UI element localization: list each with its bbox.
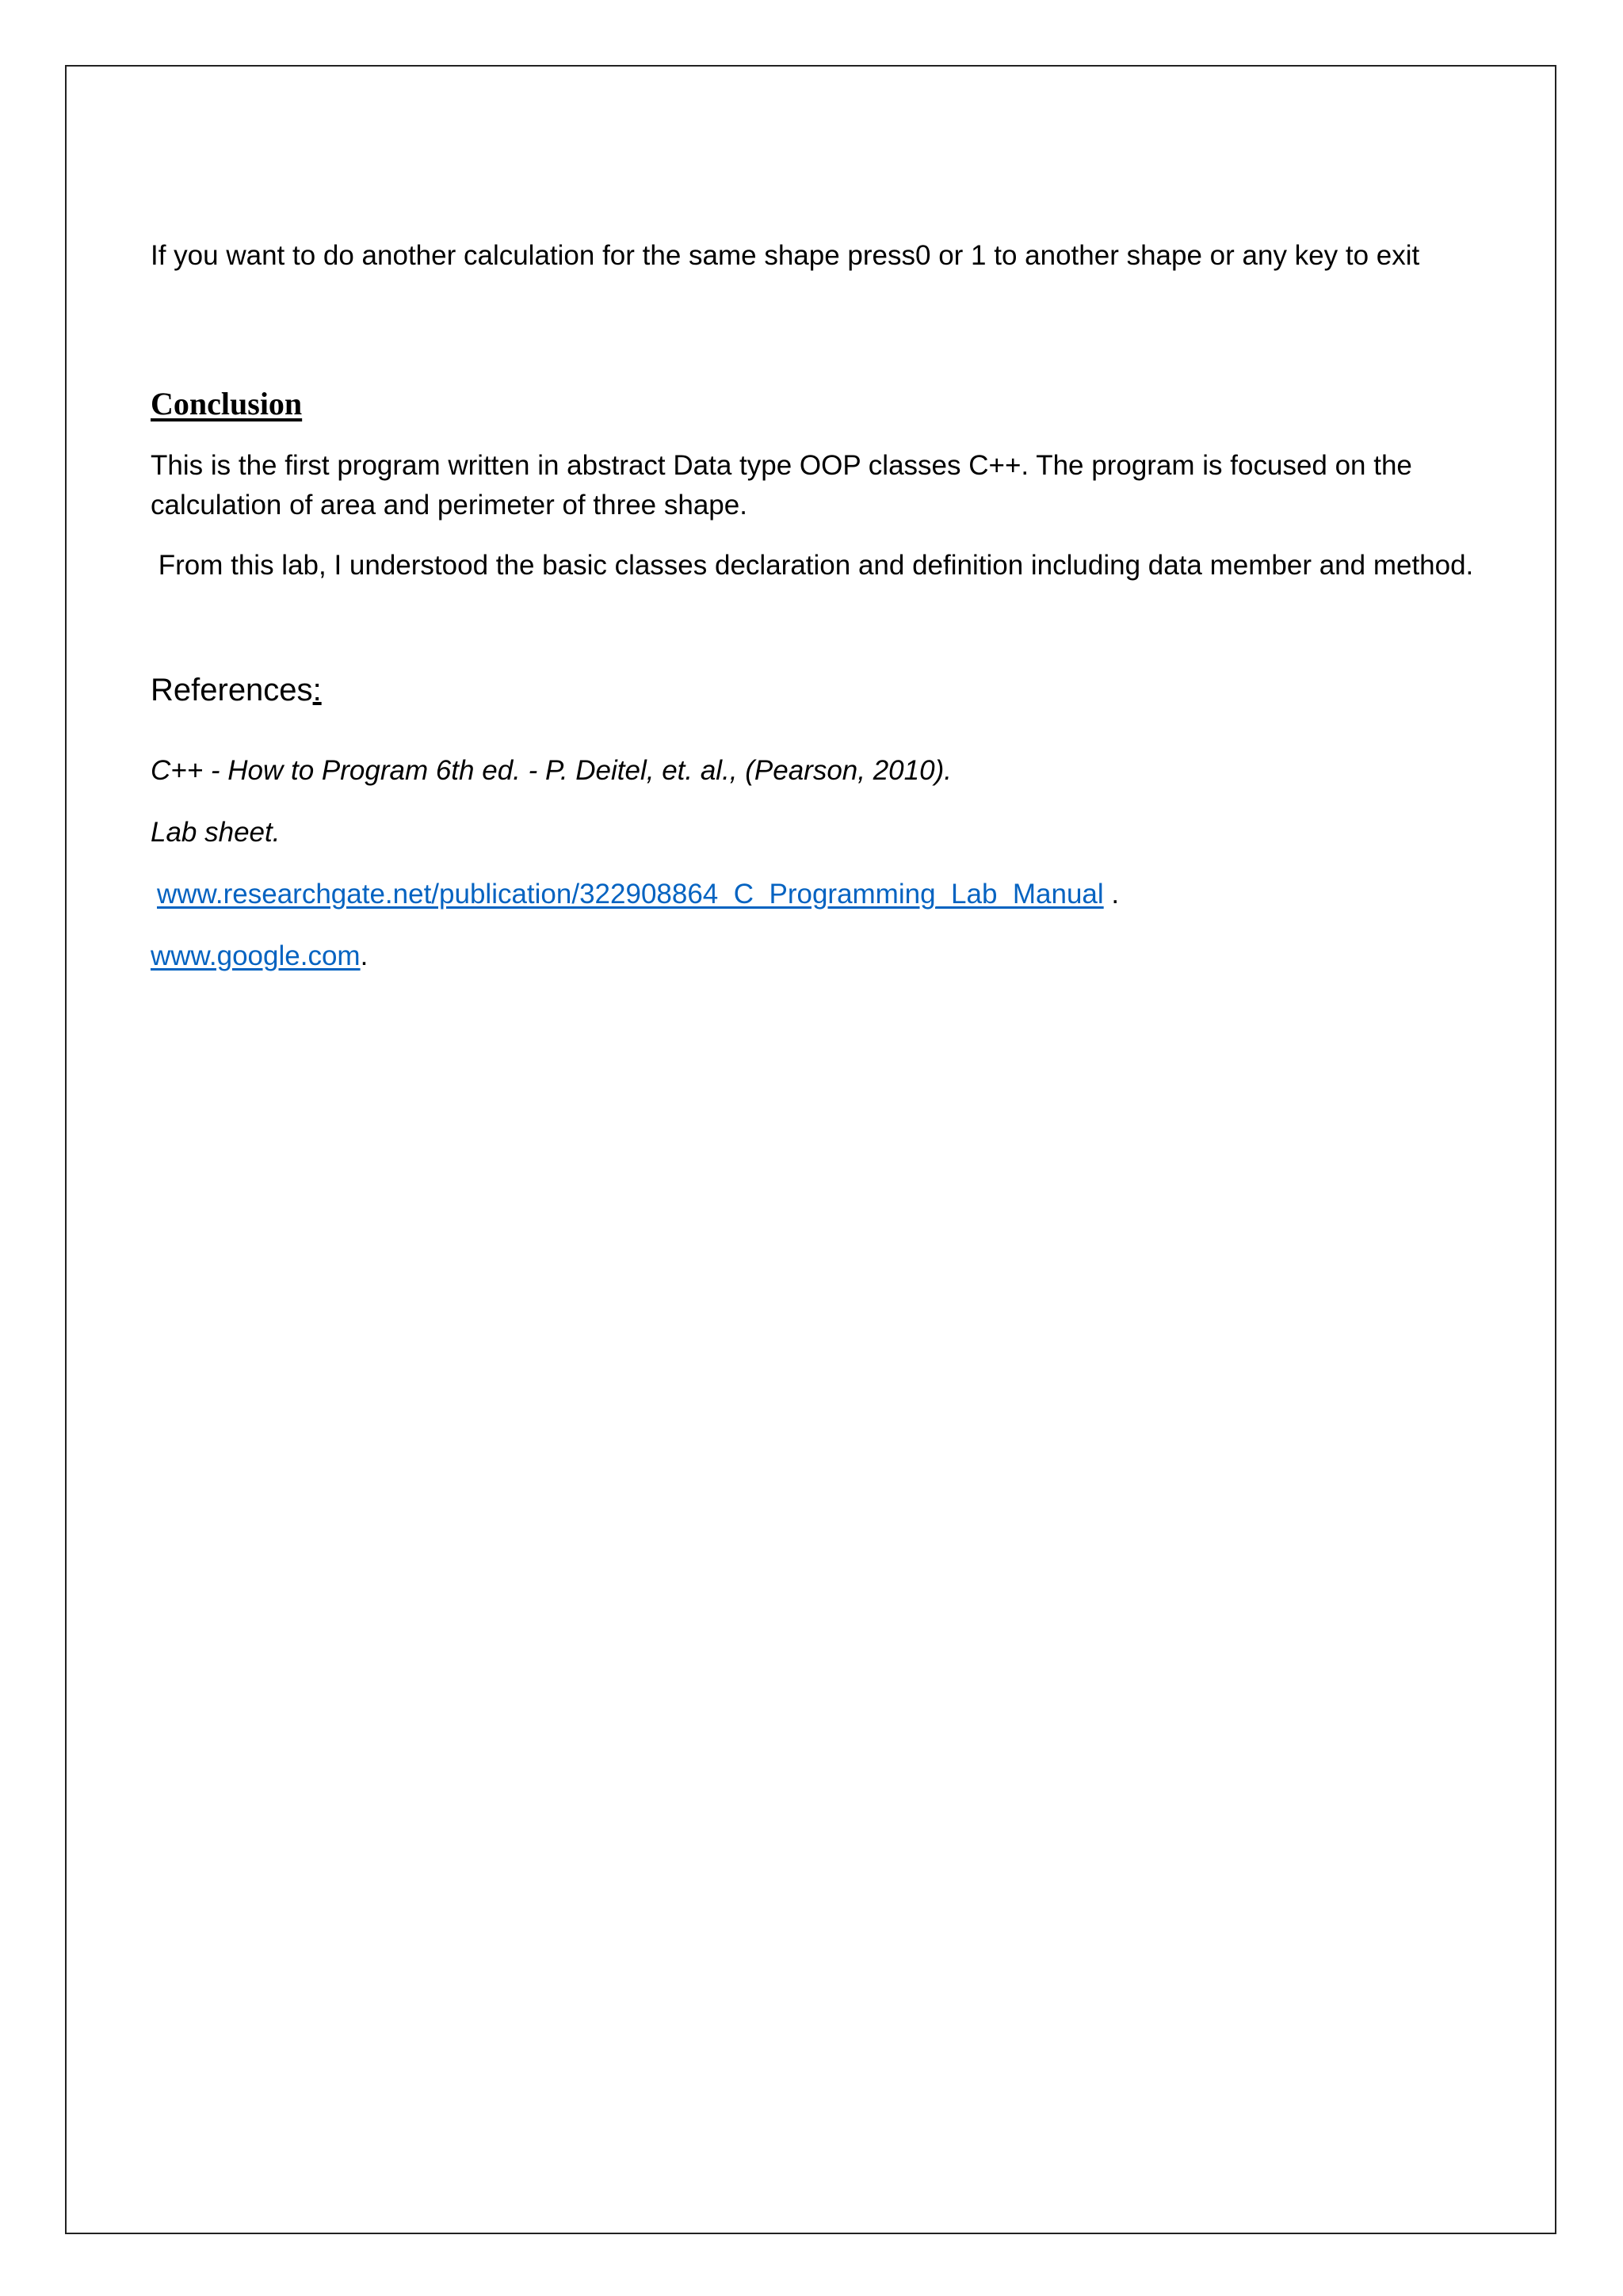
reference-item-lab-sheet: Lab sheet. — [151, 817, 281, 848]
google-link[interactable]: www.google.com — [151, 940, 361, 971]
references-heading-colon: : — [312, 673, 322, 707]
researchgate-link[interactable]: www.researchgate.net/publication/322908864_C_Programming_Lab_Manual — [157, 879, 1104, 910]
reference-item-researchgate — [157, 875, 1119, 914]
conclusion-paragraph-2: From this lab, I understood the basic classes declaration and definition including data member and method. — [151, 550, 1474, 581]
references-heading-text: References — [151, 673, 313, 707]
reference-item-deitel: C++ - How to Program 6th ed. - P. Deitel, et. al., (Pearson, 2010). — [151, 755, 952, 786]
conclusion-heading: Conclusion — [151, 386, 303, 421]
google-link-suffix: . — [360, 940, 369, 971]
references-heading — [151, 670, 322, 710]
reference-item-google — [151, 936, 368, 976]
researchgate-link-suffix: . — [1103, 879, 1120, 910]
conclusion-paragraph-1: This is the first program written in abstract Data type OOP classes C++. The program is focused on the calculation of area and perimeter of three shape. — [151, 450, 1412, 521]
intro-line: If you want to do another calculation for the same shape press0 or 1 to another shape or any key to exit — [151, 240, 1420, 271]
